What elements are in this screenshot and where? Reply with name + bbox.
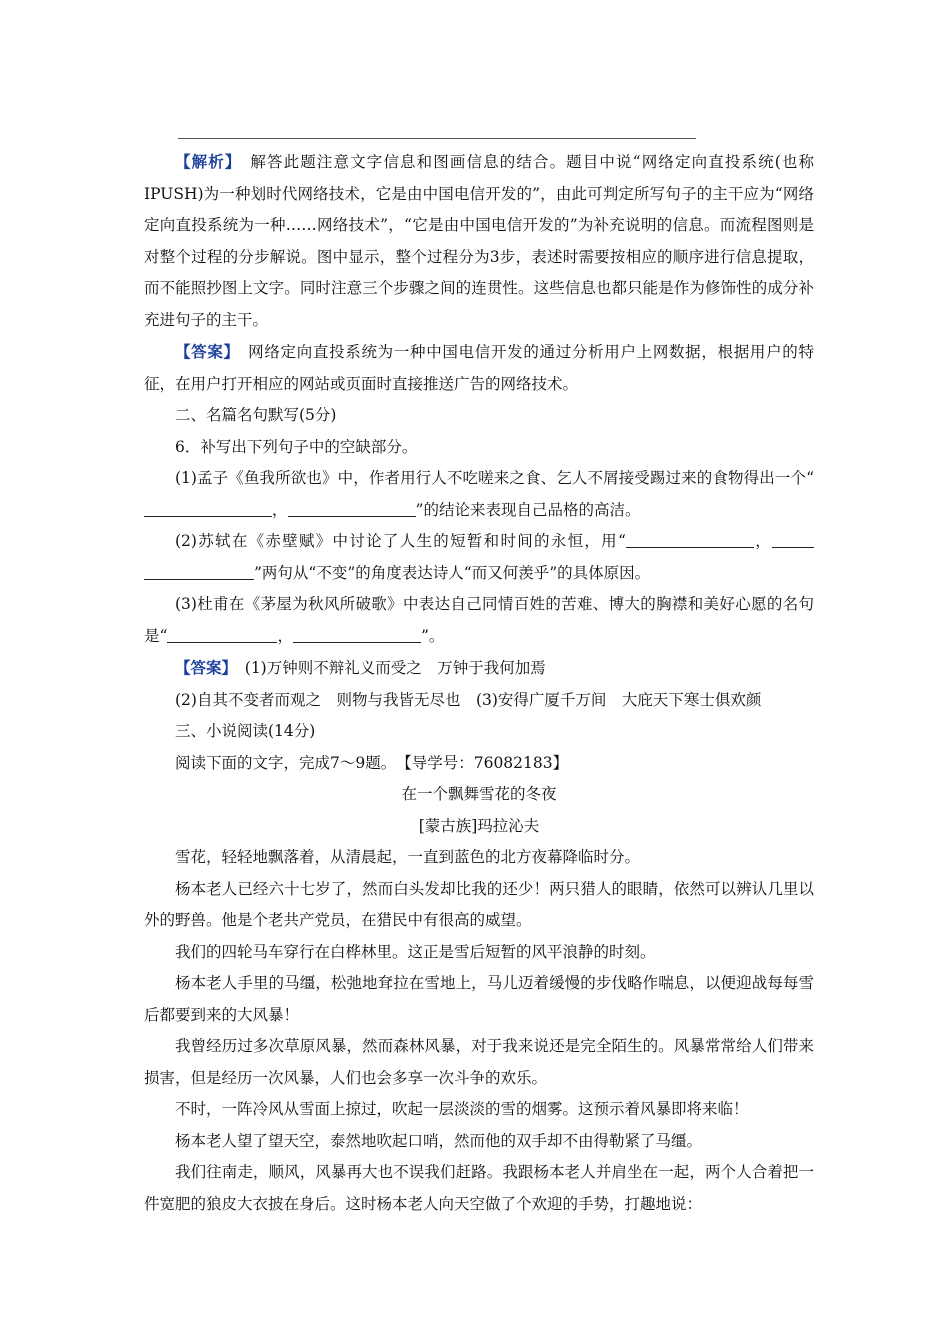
- story-paragraph: 杨本老人手里的马缰，松弛地耷拉在雪地上，马儿迈着缓慢的步伐略作喘息，以便迎战每每雪后都要到来的大风暴！: [144, 974, 814, 1024]
- story-title: 在一个飘舞雪花的冬夜: [401, 785, 557, 803]
- blank-separator: ，: [277, 626, 293, 645]
- story-paragraph: 不时，一阵冷风从雪面上掠过，吹起一层淡淡的雪的烟雾。这预示着风暴即将来临！: [175, 1100, 749, 1118]
- story-paragraph: 杨本老人望了望天空，泰然地吹起口哨，然而他的双手却不由得勒紧了马缰。: [175, 1131, 703, 1150]
- story-paragraph: 雪花，轻轻地飘落着，从清晨起，一直到蓝色的北方夜幕降临时分。: [175, 848, 641, 866]
- answer-blank[interactable]: [167, 625, 277, 643]
- answer-paragraph-2: [144, 652, 814, 685]
- analysis-text: 解答此题注意文字信息和图画信息的结合。题目中说“网络定向直投系统(也称IPUSH)为一种划时代网络技术，它是由中国电信开发的”，由此可判定所写句子的主干应为“网络定向直投系统为一种……网络技术”，“它是由中国电信开发的”为补充说明的信息。而流程图则是对整个过程的分步解说。图中显示，整个过程分为3步，表述时需要按相应的顺序进行信息提取，而不能照抄图上文字。同时注意三个步骤之间的连贯性。这些信息也都只能是作为修饰性的成分补充进句子的主干。: [144, 153, 814, 329]
- document-body: [144, 146, 814, 1220]
- question-item-2-tail: ”两句从“不变”的角度表达诗人“而又何羡乎”的具体原因。: [254, 563, 651, 582]
- story-paragraph: 我们的四轮马车穿行在白桦林里。这正是雪后短暂的风平浪静的时刻。: [175, 942, 656, 961]
- question-item-1-tail: ”的结论来表现自己品格的高洁。: [415, 500, 641, 519]
- answer-blank[interactable]: [626, 530, 754, 548]
- answer-line-1: (1)万钟则不辩礼义而受之 万钟于我何加焉: [229, 659, 546, 677]
- answer-line-2: (2)自其不变者而观之 则物与我皆无尽也 (3)安得广厦千万间 大庇天下寒士俱欢颜: [175, 690, 762, 709]
- answer-blank[interactable]: [144, 499, 272, 517]
- question-title: 6．补写出下列句子中的空缺部分。: [175, 437, 418, 456]
- story-paragraph: 我曾经历过多次草原风暴，然而森林风暴，对于我来说还是完全陌生的。风暴常常给人们带来损害，但是经历一次风暴，人们也会多享一次斗争的欢乐。: [144, 1037, 814, 1087]
- analysis-paragraph: [144, 146, 814, 336]
- question-item-3-tail: ”。: [420, 626, 445, 645]
- story-paragraph: 我们往南走，顺风，风暴再大也不误我们赶路。我跟杨本老人并肩坐在一起，两个人合着把一件宽肥的狼皮大衣披在身后。这时杨本老人向天空做了个欢迎的手势，打趣地说：: [144, 1163, 814, 1213]
- section-heading: 三、小说阅读(14分): [175, 722, 316, 740]
- question-item-1: [144, 463, 814, 526]
- question-item-1-text: (1)孟子《鱼我所欲也》中，作者用行人不吃嗟来之食、乞人不屑接受踢过来的食物得出一个“: [175, 469, 814, 487]
- answer-text: 网络定向直投系统为一种中国电信开发的通过分析用户上网数据，根据用户的特征，在用户打开相应的网站或页面时直接推送广告的网络技术。: [144, 343, 814, 393]
- question-item-3: [144, 589, 814, 652]
- section-heading: 二、名篇名句默写(5分): [175, 406, 337, 424]
- answer-paragraph: [144, 336, 814, 400]
- answer-blank-continued[interactable]: [144, 562, 254, 580]
- question-item-2-text: (2)苏轼在《赤壁赋》中讨论了人生的短暂和时间的永恒，用“: [175, 532, 626, 550]
- blank-separator: ，: [753, 532, 772, 550]
- answer-tag: 【答案】: [175, 658, 230, 677]
- answer-blank[interactable]: [288, 499, 416, 517]
- analysis-tag: 【解析】: [175, 152, 234, 171]
- answer-blank[interactable]: [772, 530, 814, 548]
- answer-blank[interactable]: [293, 625, 421, 643]
- answer-tag: 【答案】: [175, 342, 232, 361]
- question-item-2: [144, 526, 814, 589]
- blank-separator: ，: [272, 500, 288, 519]
- reading-instruction: 阅读下面的文字，完成7～9题。 【导学号：76082183】: [175, 753, 569, 772]
- question-item-3-text: (3)杜甫在《茅屋为秋风所破歌》中表达自己同情百姓的苦难、博大的胸襟和美好心愿的名句是“: [144, 595, 814, 645]
- story-author: [蒙古族]玛拉沁夫: [418, 816, 540, 835]
- header-rule: [178, 138, 696, 139]
- story-paragraph: 杨本老人已经六十七岁了，然而白头发却比我的还少！两只猎人的眼睛，依然可以辨认几里以外的野兽。他是个老共产党员，在猎民中有很高的威望。: [144, 879, 814, 929]
